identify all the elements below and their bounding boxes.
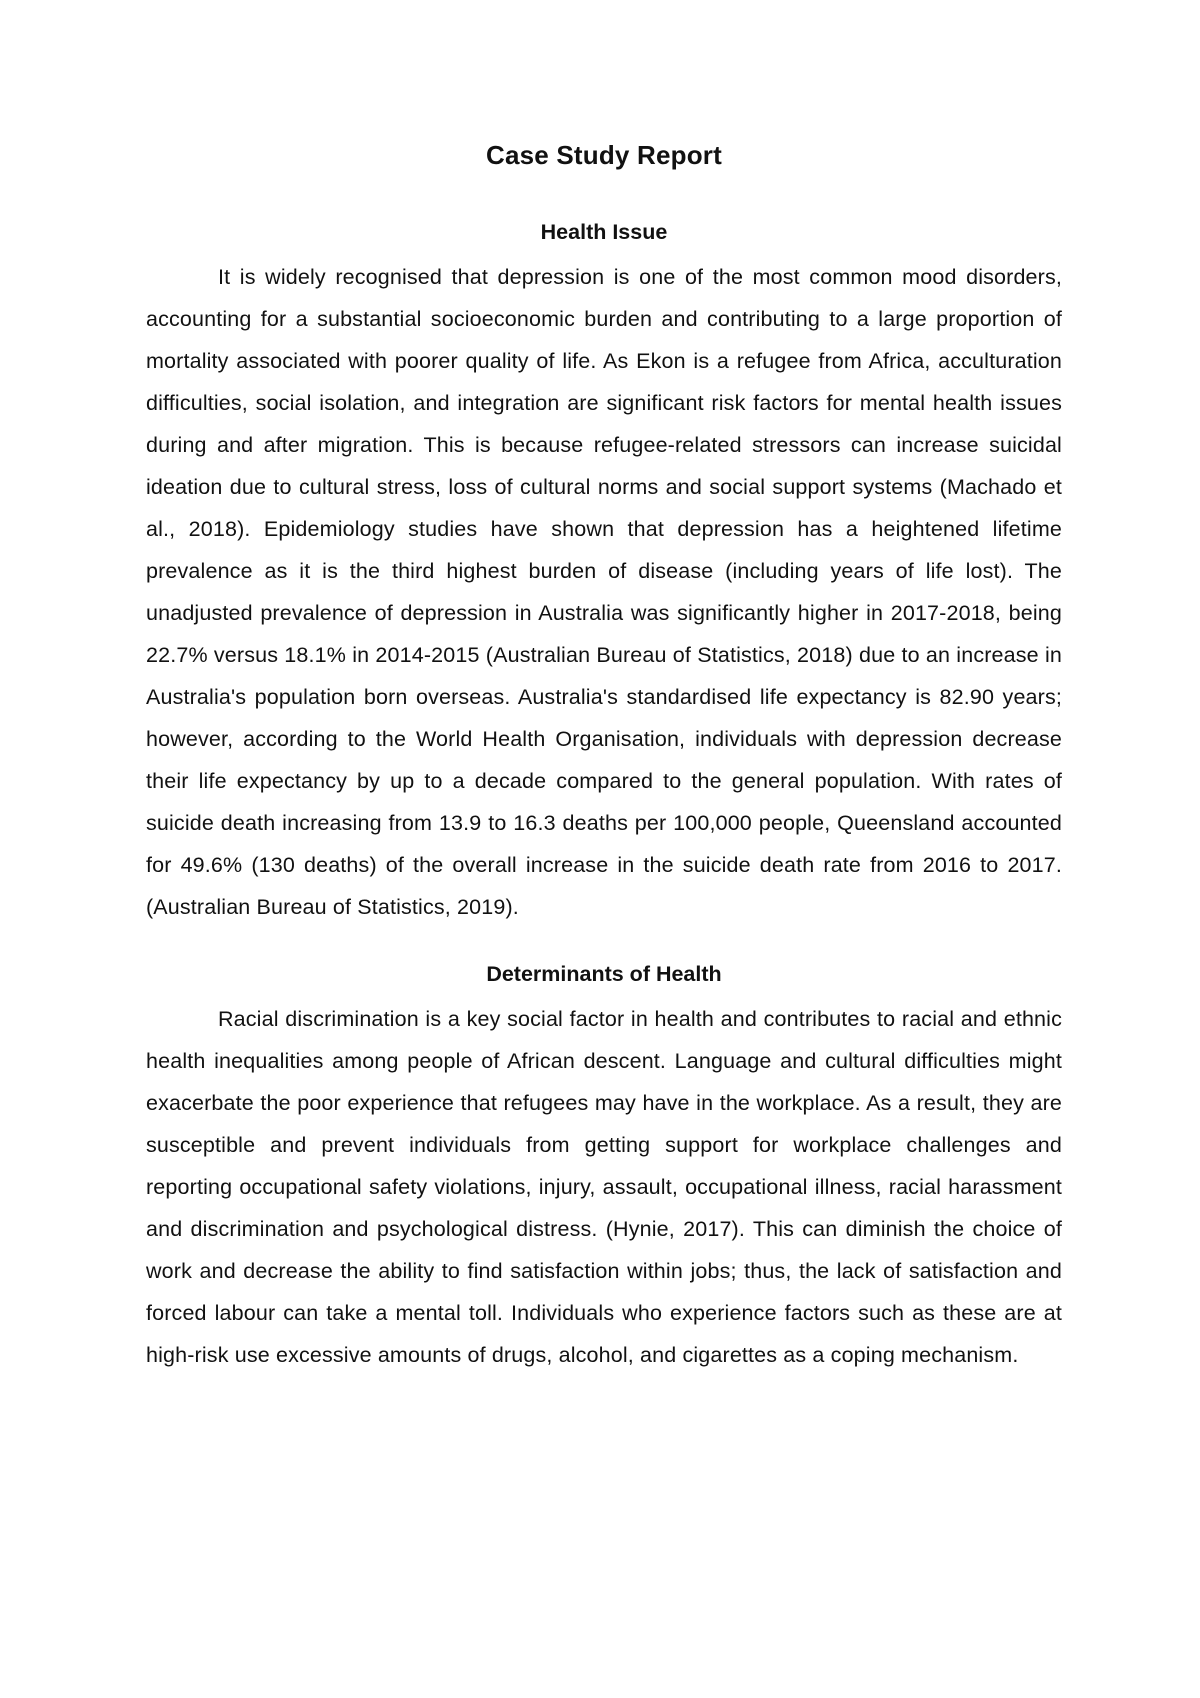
section-heading-health-issue: Health Issue — [540, 220, 668, 244]
section-paragraph-health-issue: It is widely recognised that depression is one of the most common mood disorders, accounting for a substantial socioeconomic burden and contributing to a large proportion of mortality associated with poorer quality of life. As Ekon is a refugee from Africa, acculturation difficulties, social isolation, and integration are significant risk factors for mental health issues during and after migration. This is because refugee-related stressors can increase suicidal ideation due to cultural stress, loss of cultural norms and social support systems (Machado et al., 2018). Epidemiology studies have shown that depression has a heightened lifetime prevalence as it is the third highest burden of disease (including years of life lost). The unadjusted prevalence of depression in Australia was significantly higher in 2017-2018, being 22.7% versus 18.1% in 2014-2015 (Australian Bureau of Statistics, 2018) due to an increase in Australia's population born overseas. Australia's standardised life expectancy is 82.90 years; however, according to the World Health Organisation, individuals with depression decrease their life expectancy by up to a decade compared to the general population. With rates of suicide death increasing from 13.9 to 16.3 deaths per 100,000 people, Queensland accounted for 49.6% (130 deaths) of the overall increase in the suicide death rate from 2016 to 2017. (Australian Bureau of Statistics, 2019). — [146, 265, 1062, 919]
section-heading-determinants-of-health: Determinants of Health — [486, 962, 722, 986]
document-title: Case Study Report — [485, 140, 722, 170]
document-body — [146, 138, 1062, 1376]
section-paragraph-determinants-of-health: Racial discrimination is a key social factor in health and contributes to racial and ethnic health inequalities among people of African descent. Language and cultural difficulties might exacerbate the poor experience that refugees may have in the workplace. As a result, they are susceptible and prevent individuals from getting support for workplace challenges and reporting occupational safety violations, injury, assault, occupational illness, racial harassment and discrimination and psychological distress. (Hynie, 2017). This can diminish the choice of work and decrease the ability to find satisfaction within jobs; thus, the lack of satisfaction and forced labour can take a mental toll. Individuals who experience factors such as these are at high-risk use excessive amounts of drugs, alcohol, and cigarettes as a coping mechanism. — [146, 1007, 1062, 1367]
